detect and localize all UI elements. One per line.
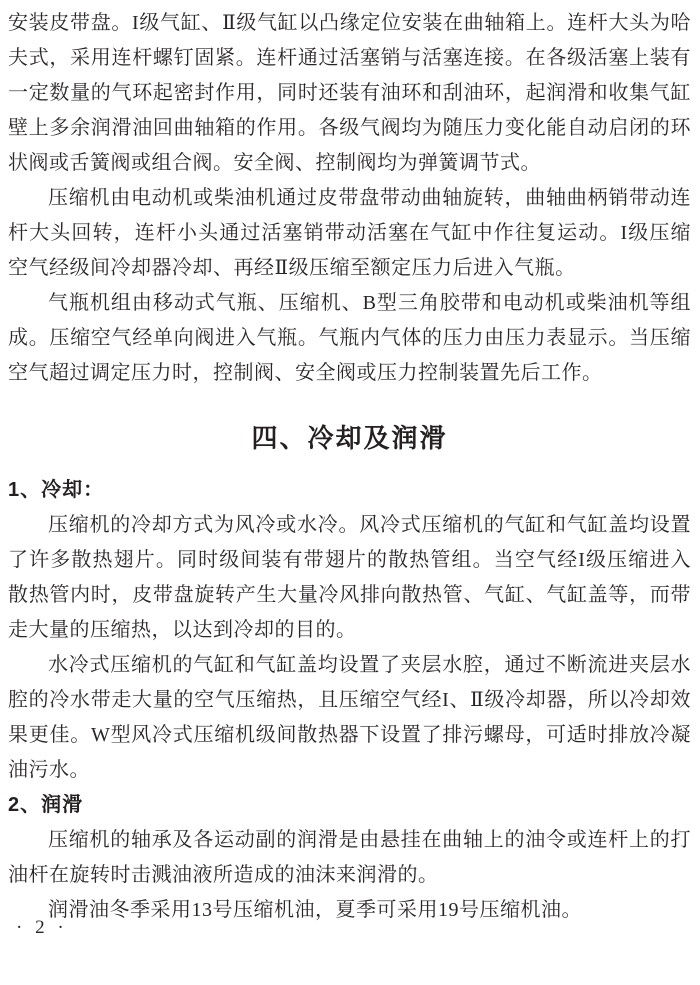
subsection-label-cooling: 1、冷却： <box>8 479 105 501</box>
paragraph-air-cooling: 压缩机的冷却方式为风冷或水冷。风冷式压缩机的气缸和气缸盖均设置了许多散热翅片。同时级间装有带翅片的散热管组。当空气经I级压缩进入散热管内时，皮带盘旋转产生大量冷风排向散热管、气缸、气缸盖等，而带走大量的压缩热，以达到冷却的目的。 <box>8 514 691 641</box>
paragraph-lubrication-method: 压缩机的轴承及各运动副的润滑是由悬挂在曲轴上的油令或连杆上的打油杆在旋转时击溅油液所造成的油沫来润滑的。 <box>8 829 691 886</box>
paragraph-continuation: 安装皮带盘。I级气缸、Ⅱ级气缸以凸缘定位安装在曲轴箱上。连杆大头为哈夫式，采用连杆螺钉固紧。连杆通过活塞销与活塞连接。在各级活塞上装有一定数量的气环起密封作用，同时还装有油环和刮油环，起润滑和收集气缸壁上多余润滑油回曲轴箱的作用。各级气阀均为随压力变化能自动启闭的环状阀或舌簧阀或组合阀。安全阀、控制阀均为弹簧调节式。 <box>8 12 691 174</box>
subsection-label-lubrication: 2、润滑 <box>8 794 84 816</box>
paragraph-crankshaft-drive: 压缩机由电动机或柴油机通过皮带盘带动曲轴旋转，曲轴曲柄销带动连杆大头回转，连杆小头通过活塞销带动活塞在气缸中作往复运动。I级压缩空气经级间冷却器冷却、再经Ⅱ级压缩至额定压力后进入气瓶。 <box>8 187 691 279</box>
paragraph-water-cooling: 水冷式压缩机的气缸和气缸盖均设置了夹层水腔，通过不断流进夹层水腔的冷水带走大量的空气压缩热，且压缩空气经I、Ⅱ级冷却器，所以冷却效果更佳。W型风冷式压缩机级间散热器下设置了排污螺母，可适时排放冷凝油污水。 <box>8 654 691 781</box>
paragraph-lubrication-oil: 润滑油冬季采用13号压缩机油，夏季可采用19号压缩机油。 <box>48 899 582 921</box>
page-number: · 2 · <box>16 917 68 938</box>
section-title: 四、冷却及润滑 <box>251 423 448 453</box>
paragraph-cylinder-unit: 气瓶机组由移动式气瓶、压缩机、B型三角胶带和电动机或柴油机等组成。压缩空气经单向阀进入气瓶。气瓶内气体的压力由压力表显示。当压缩空气超过调定压力时，控制阀、安全阀或压力控制装置先后工作。 <box>8 292 691 384</box>
